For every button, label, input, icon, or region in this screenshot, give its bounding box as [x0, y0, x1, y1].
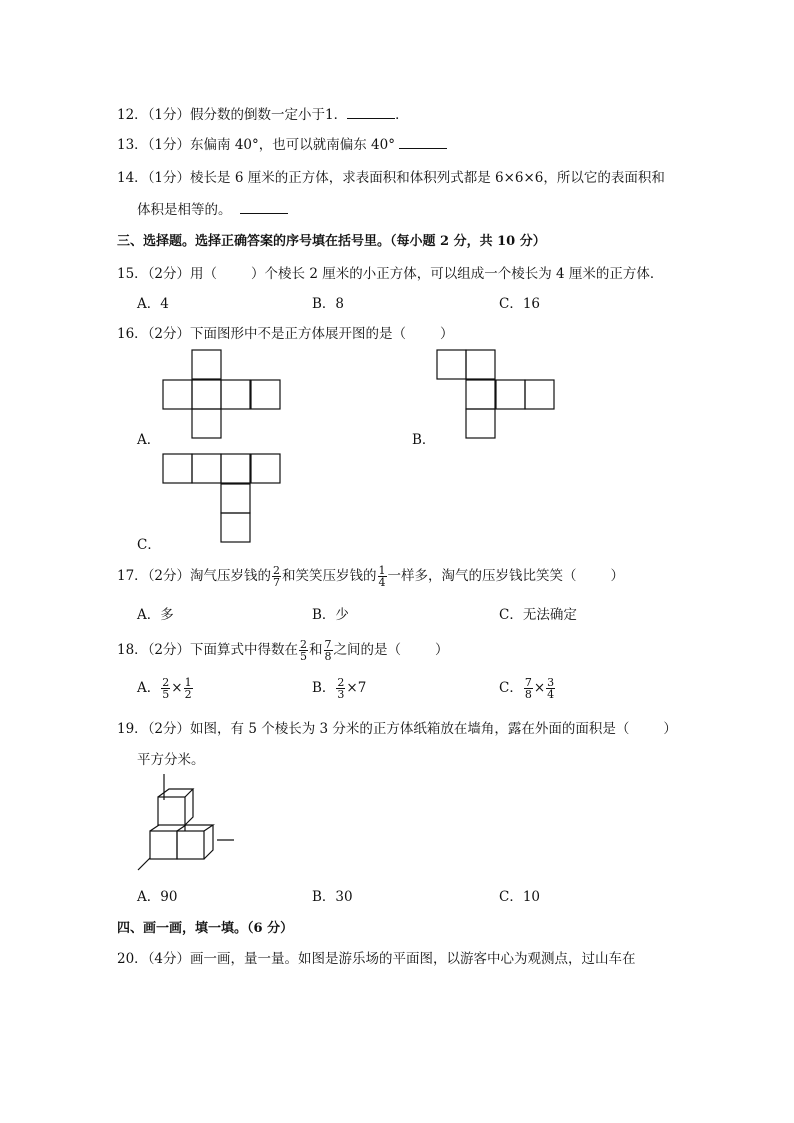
operator: × — [171, 680, 183, 696]
option-label: A． — [137, 680, 161, 696]
option-label: B． — [312, 680, 336, 696]
section-heading: 三、选择题。选择正确答案的序号填在括号里。（每小题 2 分，共 10 分） — [117, 234, 546, 249]
option-a-label[interactable]: A． — [137, 432, 161, 448]
question-score: （2分） — [147, 642, 191, 658]
punctuation: ） — [663, 721, 677, 737]
option-a[interactable]: A．90 — [137, 889, 178, 905]
punctuation: ） — [610, 568, 625, 584]
question-text: 下面算式中得数在 — [190, 642, 299, 658]
question-number: 16． — [117, 326, 148, 342]
question-text: 东偏南 40°，也可以就南偏东 40° — [190, 137, 395, 153]
question-number: 12． — [117, 107, 148, 123]
option-b[interactable]: B．30 — [312, 889, 353, 905]
option-a[interactable]: A．4 — [137, 296, 169, 312]
question-text: 用（ — [190, 266, 218, 282]
numerator: 7 — [524, 676, 532, 689]
question-score: （1分） — [147, 107, 191, 123]
option-c-label[interactable]: C． — [137, 537, 161, 553]
question-score: （1分） — [147, 137, 191, 153]
question-text: 下面图形中不是正方体展开图的是（ — [190, 326, 407, 342]
question-text: 体积是相等的。 — [137, 202, 232, 218]
question-number: 18． — [117, 642, 148, 658]
question-20 — [117, 947, 636, 967]
question-text: ）个棱长 2 厘米的小正方体，可以组成一个棱长为 4 厘米的正方体． — [251, 266, 664, 282]
question-text: 和 — [309, 642, 323, 658]
question-number: 14． — [117, 170, 148, 186]
question-text: 如图，有 5 个棱长为 3 分米的正方体纸箱放在墙角，露在外面的面积是（ — [190, 721, 630, 737]
question-number: 19． — [117, 721, 148, 737]
numerator: 2 — [300, 638, 308, 651]
option-b[interactable]: B．8 — [312, 296, 345, 312]
question-text: 淘气压岁钱的 — [190, 568, 272, 584]
question-19-continued: 平方分米。 — [137, 752, 205, 768]
punctuation: ． — [395, 107, 409, 123]
denominator: 4 — [547, 688, 555, 701]
question-score: （2分） — [147, 266, 191, 282]
question-number: 13． — [117, 137, 148, 153]
numerator: 3 — [547, 676, 555, 689]
option-b-label[interactable]: B． — [412, 432, 436, 448]
question-text: 画一画，量一量。如图是游乐场的平面图，以游客中心为观测点，过山车在 — [190, 951, 636, 967]
question-score: （1分） — [147, 170, 191, 186]
denominator: 8 — [524, 688, 532, 701]
question-text: 棱长是 6 厘米的正方体，求表面积和体积列式都是 6×6×6，所以它的表面积和 — [190, 170, 665, 186]
denominator: 4 — [378, 576, 386, 589]
numerator: 2 — [162, 676, 170, 689]
denominator: 5 — [162, 688, 170, 701]
denominator: 2 — [184, 688, 192, 701]
question-text: 假分数的倒数一定小于1． — [190, 107, 348, 123]
option-c[interactable]: C．10 — [499, 889, 541, 905]
question-number: 17． — [117, 568, 148, 584]
operator: × — [533, 680, 546, 696]
question-score: （2分） — [147, 568, 191, 584]
section-heading: 四、画一画，填一填。（6 分） — [117, 921, 294, 936]
question-number: 15． — [117, 266, 148, 282]
numerator: 2 — [337, 676, 345, 689]
denominator: 7 — [273, 576, 281, 589]
denominator: 5 — [300, 650, 308, 663]
numerator: 7 — [324, 638, 332, 651]
numerator: 1 — [378, 564, 386, 577]
option-c[interactable]: C．16 — [499, 296, 541, 312]
option-a[interactable]: A．多 — [137, 607, 174, 623]
numerator: 2 — [273, 564, 281, 577]
option-b[interactable]: B．少 — [312, 607, 349, 623]
denominator: 8 — [324, 650, 332, 663]
question-number: 20． — [117, 951, 148, 967]
question-text: 和笑笑压岁钱的 — [282, 568, 377, 584]
operator: ×7 — [346, 680, 367, 696]
question-text: 一样多，淘气的压岁钱比笑笑（ — [387, 568, 577, 584]
option-c[interactable]: C．无法确定 — [499, 607, 577, 623]
question-text: 之间的是（ — [333, 642, 402, 658]
question-score: （4分） — [147, 951, 191, 967]
question-score: （2分） — [147, 326, 191, 342]
option-label: C． — [499, 680, 523, 696]
punctuation: ） — [440, 326, 454, 342]
question-score: （2分） — [147, 721, 191, 737]
punctuation: ） — [435, 642, 449, 658]
numerator: 1 — [184, 676, 192, 689]
denominator: 3 — [337, 688, 345, 701]
